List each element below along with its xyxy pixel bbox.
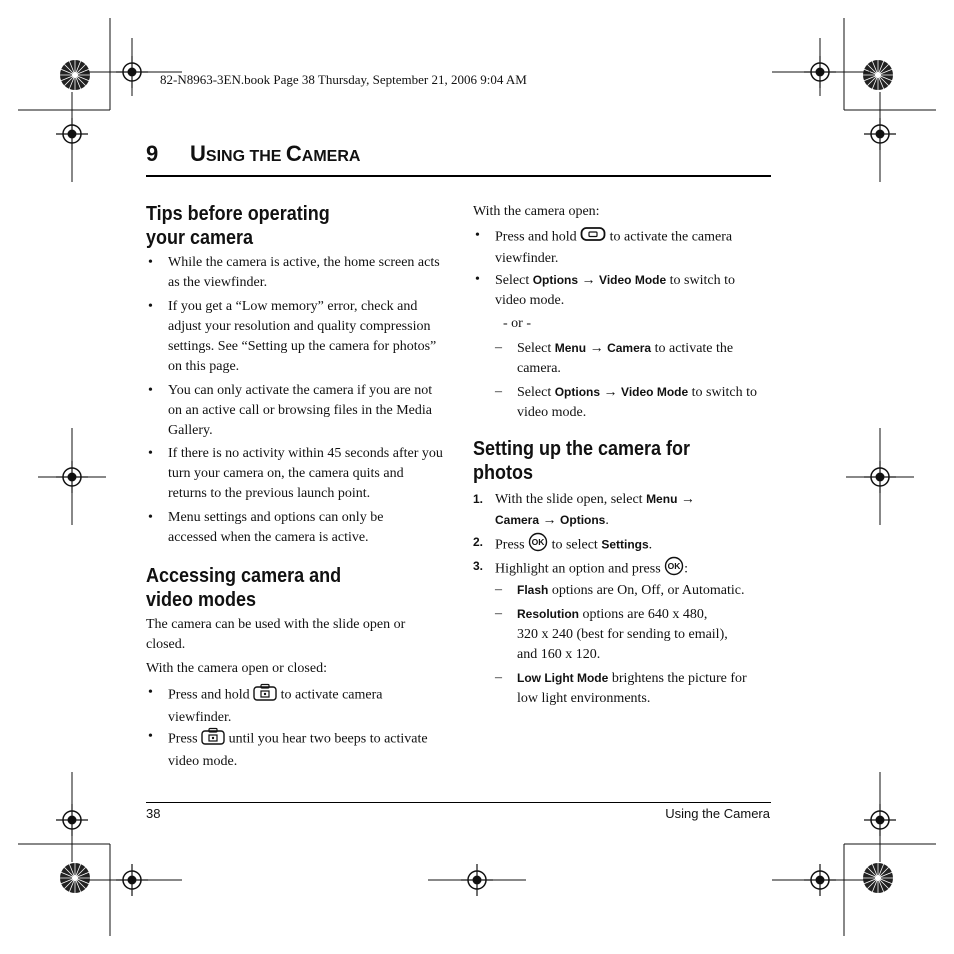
paragraph: With the camera open: [473, 204, 600, 219]
footer-rule [146, 802, 771, 803]
list-item: • Press until you hear two beeps to activate video mode. [148, 729, 428, 769]
list-item: • Menu settings and options can only be accessed when the camera is active. [148, 510, 384, 545]
option-item: – Resolution options are 640 x 480, 320 x 240 (best for sending to email), and 160 x 120. [495, 606, 728, 662]
paragraph: With the camera open or closed: [146, 661, 327, 676]
svg-text:OK: OK [667, 561, 681, 572]
list-item: – Select Menu → Camera to activate the camera. [495, 340, 734, 376]
list-item: • While the camera is active, the home screen acts as the viewfinder. [148, 255, 440, 290]
paragraph: The camera can be used with the slide open or closed. [146, 617, 406, 652]
chapter-rule [146, 175, 771, 177]
ok-key-icon [528, 532, 548, 559]
tips-heading: Tips before operating your camera [146, 203, 330, 249]
camera-key-icon [201, 727, 225, 752]
list-item: • If you get a “Low memory” error, check and adjust your resolution and quality compression settings. See “Setting up the camera for photos” on this page. [148, 299, 437, 374]
step-item: 3. Highlight an option and press OK : [495, 556, 765, 583]
setup-heading: Setting up the camera for photos [473, 438, 691, 484]
option-item: – Flash options are On, Off, or Automatic. [495, 582, 745, 598]
running-footer: Using the Camera [665, 806, 770, 821]
step-item: 2. Press OK to select Settings. [495, 532, 765, 559]
list-item: • If there is no activity within 45 seconds after you turn your camera on, the camera quits and returns to the previous launch point. [148, 446, 443, 501]
list-item: • You can only activate the camera if you are not on an active call or browsing files in the Media Gallery. [148, 383, 433, 438]
print-header: 82-N8963-3EN.book Page 38 Thursday, September 21, 2006 9:04 AM [160, 72, 527, 87]
step-item: 1. With the slide open, select Menu → Camera → Options. [473, 492, 695, 528]
side-camera-key-icon [580, 226, 606, 249]
chapter-number: 9 [146, 141, 159, 166]
or-separator: - or - [503, 316, 531, 331]
svg-text:OK: OK [531, 537, 545, 548]
list-item: • Press and hold to activate the camera viewfinder. [475, 228, 733, 266]
accessing-heading: Accessing camera and video modes [146, 565, 342, 611]
list-item: • Press and hold to activate camera viewfinder. [148, 685, 383, 725]
list-item: • Select Options → Video Mode to switch to video mode. [475, 272, 736, 308]
option-item: – Low Light Mode brightens the picture for low light environments. [495, 670, 747, 706]
page-number: 38 [146, 806, 161, 821]
chapter-title: 9 USING THE CAMERA [146, 141, 361, 166]
list-item: – Select Options → Video Mode to switch to video mode. [495, 384, 758, 420]
ok-key-icon [664, 556, 684, 583]
camera-key-icon [253, 683, 277, 708]
